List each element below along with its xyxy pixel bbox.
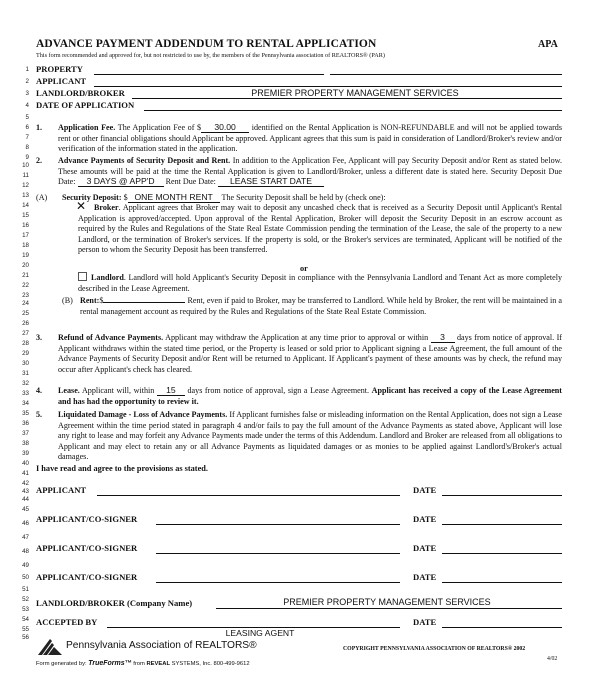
landlord-company-value: PREMIER PROPERTY MANAGEMENT SERVICES bbox=[283, 597, 491, 607]
cosigner-3-date-label: DATE bbox=[413, 572, 437, 582]
line-number: 11 bbox=[22, 172, 29, 179]
line-number: 12 bbox=[22, 182, 29, 189]
line-number: 50 bbox=[22, 574, 29, 581]
line-number: 27 bbox=[22, 330, 29, 337]
landlord-company-field[interactable] bbox=[216, 608, 562, 609]
section-a-text-a: $ bbox=[121, 193, 128, 202]
line-number: 51 bbox=[22, 586, 29, 593]
rent-amount-field[interactable] bbox=[103, 302, 185, 303]
line-number: 3 bbox=[25, 90, 29, 97]
application-fee-field[interactable]: 30.00 bbox=[201, 123, 249, 133]
section-4-text-b: days from notice of approval, sign a Lease Agreement. bbox=[184, 386, 372, 395]
section-a-heading: Security Deposit: bbox=[62, 193, 122, 202]
section-4-heading: Lease. bbox=[58, 386, 80, 395]
cosigner-2-date-field[interactable] bbox=[442, 553, 562, 554]
line-number: 5 bbox=[25, 114, 29, 121]
line-number: 20 bbox=[22, 262, 29, 269]
line-number: 44 bbox=[22, 496, 29, 503]
section-b-heading: Rent: bbox=[80, 296, 100, 305]
cosigner-3-signature-field[interactable] bbox=[156, 582, 400, 583]
line-number: 46 bbox=[22, 520, 29, 527]
section-2-number: 2. bbox=[36, 156, 43, 165]
section-5-paragraph bbox=[58, 410, 562, 463]
cosigner-2-date-label: DATE bbox=[413, 543, 437, 553]
landlord-broker-value: PREMIER PROPERTY MANAGEMENT SERVICES bbox=[251, 88, 459, 98]
line-number: 49 bbox=[22, 562, 29, 569]
line-number: 52 bbox=[22, 596, 29, 603]
line-number: 26 bbox=[22, 320, 29, 327]
section-a-text-b: The Security Deposit shall be held by (check one): bbox=[219, 193, 386, 202]
line-number: 4 bbox=[25, 102, 29, 109]
revision-date: 4/02 bbox=[547, 656, 558, 662]
accepted-by-value: LEASING AGENT bbox=[225, 628, 295, 638]
broker-option-heading: Broker bbox=[94, 203, 119, 212]
line-number: 6 bbox=[25, 124, 29, 131]
reveal-brand: REVEAL bbox=[146, 661, 170, 667]
line-number: 53 bbox=[22, 606, 29, 613]
line-number: 8 bbox=[25, 144, 29, 151]
section-5-heading: Liquidated Damage - Loss of Advance Payments. bbox=[58, 410, 228, 419]
section-3-text-a: Applicant may withdraw the Application at any time prior to approval or within bbox=[163, 333, 431, 342]
line-number: 28 bbox=[22, 340, 29, 347]
rent-due-date-field[interactable]: LEASE START DATE bbox=[218, 177, 324, 187]
broker-option-paragraph bbox=[78, 203, 562, 256]
section-4-text-a: Applicant will, within bbox=[79, 386, 157, 395]
form-generated-by bbox=[36, 660, 250, 667]
section-b-text-b: Rent, even if paid to Broker, may be transferred to Landlord. While held by Broker, the rent will be maintained in a rental management account as required by the Rules and Regulations of the State Real Estate Commission. bbox=[80, 296, 562, 316]
line-number: 1 bbox=[25, 66, 29, 73]
withdraw-days-field[interactable]: 3 bbox=[431, 333, 455, 343]
cosigner-2-signature-field[interactable] bbox=[156, 553, 400, 554]
cosigner-2-signature-label: APPLICANT/CO-SIGNER bbox=[36, 543, 138, 553]
line-number: 9 bbox=[25, 154, 29, 161]
line-number: 36 bbox=[22, 420, 29, 427]
landlord-option-heading: Landlord bbox=[91, 273, 124, 282]
landlord-option-paragraph bbox=[78, 272, 562, 294]
line-number: 39 bbox=[22, 450, 29, 457]
generated-by-label: Form generated by: bbox=[36, 661, 89, 667]
line-number: 13 bbox=[22, 192, 29, 199]
line-number: 19 bbox=[22, 252, 29, 259]
realtors-association-logo-icon bbox=[36, 637, 64, 657]
section-b-text-a: $ bbox=[99, 296, 104, 305]
application-date-label: DATE OF APPLICATION bbox=[36, 100, 135, 110]
line-number: 54 bbox=[22, 616, 29, 623]
section-1-text-b: identified on the Rental Application is NON-REFUNDABLE and will not be applied towards rent or other financial obligations should Applicant be approved. Applicant agrees that this sum is paid in consideration of Landlord/Broker's review and/or verification of the information stated in the application. bbox=[58, 123, 563, 154]
applicant-signature-field[interactable] bbox=[97, 495, 400, 496]
section-3-number: 3. bbox=[36, 333, 43, 342]
line-number: 30 bbox=[22, 360, 29, 367]
security-deposit-amount-field[interactable]: ONE MONTH RENT bbox=[128, 193, 220, 203]
line-number: 41 bbox=[22, 470, 29, 477]
cosigner-1-date-field[interactable] bbox=[442, 524, 562, 525]
line-number: 2 bbox=[25, 78, 29, 85]
line-number: 29 bbox=[22, 350, 29, 357]
section-5-number: 5. bbox=[36, 410, 43, 419]
line-number: 24 bbox=[22, 300, 29, 307]
line-number: 15 bbox=[22, 212, 29, 219]
line-number: 35 bbox=[22, 410, 29, 417]
section-4-number: 4. bbox=[36, 386, 43, 395]
copyright-notice: COPYRIGHT PENNSYLVANIA ASSOCIATION OF REALTORS® 2002 bbox=[343, 646, 526, 652]
line-number: 40 bbox=[22, 460, 29, 467]
section-5-text: If Applicant furnishes false or misleading information on the Rental Application, does not sign a Lease Agreement within the time period stated in paragraph 4 and/or fails to pay the full amount of the Advance Payments as stated above, Applicant will lose any right to lease and may forfeit any Advance Payments made under the terms of this Addendum. Landlord and Broker are released from all obligations to Applicant and may elect to retain any or all Advance Payments as liquidated damages or as monies to be applied against Landlord's/Broker's actual damages. bbox=[58, 410, 563, 462]
cosigner-3-date-field[interactable] bbox=[442, 582, 562, 583]
line-number: 23 bbox=[22, 292, 29, 299]
lease-sign-days-field[interactable]: 15 bbox=[157, 386, 185, 396]
applicant-field[interactable] bbox=[94, 86, 562, 87]
line-number: 21 bbox=[22, 272, 29, 279]
cosigner-1-date-label: DATE bbox=[413, 514, 437, 524]
section-b-label: (B) bbox=[62, 296, 73, 305]
section-b-paragraph bbox=[80, 296, 562, 317]
section-4-paragraph bbox=[58, 386, 562, 407]
form-title: ADVANCE PAYMENT ADDENDUM TO RENTAL APPLICATION bbox=[36, 38, 377, 50]
line-number: 56 bbox=[22, 634, 29, 641]
line-number: 47 bbox=[22, 534, 29, 541]
or-separator: or bbox=[300, 264, 308, 273]
line-number: 17 bbox=[22, 232, 29, 239]
section-1-paragraph bbox=[58, 123, 562, 155]
line-number: 25 bbox=[22, 310, 29, 317]
accepted-date-field[interactable] bbox=[442, 627, 562, 628]
trueforms-brand: TrueForms™ bbox=[88, 660, 132, 667]
line-number: 14 bbox=[22, 202, 29, 209]
section-2-paragraph bbox=[58, 156, 562, 188]
property-field-extended[interactable] bbox=[330, 74, 562, 75]
applicant-date-field[interactable] bbox=[442, 495, 562, 496]
applicant-signature-label: APPLICANT bbox=[36, 485, 87, 495]
section-2-text-b: Rent Due Date: bbox=[163, 177, 218, 187]
landlord-broker-field[interactable] bbox=[132, 98, 562, 99]
section-2-heading: Advance Payments of Security Deposit and Rent. bbox=[58, 156, 231, 165]
line-number: 33 bbox=[22, 390, 29, 397]
line-number: 38 bbox=[22, 440, 29, 447]
line-number: 31 bbox=[22, 370, 29, 377]
accepted-date-label: DATE bbox=[413, 617, 437, 627]
section-3-text-b: days from notice of approval. If Applicant withdraws within the stated time period, or the Property is leased or sold prior to Applicant signing a Lease Agreement, the full amount of the Advance Payments of Security Deposit and/or Rent will be returned to Applicant. If Applicant's payment of these amounts was by check, the refund may occur after Applicant's check has cleared. bbox=[58, 333, 563, 374]
section-a-paragraph bbox=[62, 193, 562, 204]
line-number: 32 bbox=[22, 380, 29, 387]
form-subtitle: This form recommended and approved for, but not restricted to use by, the members of the Pennsylvania association of REALTORS® (PAR) bbox=[36, 52, 385, 59]
line-number: 22 bbox=[22, 282, 29, 289]
line-number: 43 bbox=[22, 488, 29, 495]
section-3-heading: Refund of Advance Payments. bbox=[58, 333, 164, 342]
applicant-date-label: DATE bbox=[413, 485, 437, 495]
line-number: 37 bbox=[22, 430, 29, 437]
generated-from-label: from bbox=[131, 661, 147, 667]
accepted-by-label: ACCEPTED BY bbox=[36, 617, 98, 627]
reveal-systems-contact: SYSTEMS, Inc. 800-499-9612 bbox=[169, 661, 250, 667]
section-4-bold-tail: Applicant has received a copy of the Lease Agreement and has had the opportunity to review it. bbox=[58, 386, 562, 406]
cosigner-1-signature-field[interactable] bbox=[156, 524, 400, 525]
form-code: APA bbox=[538, 39, 558, 50]
section-3-paragraph bbox=[58, 333, 562, 375]
application-date-field[interactable] bbox=[144, 110, 562, 111]
agreement-statement: I have read and agree to the provisions as stated. bbox=[36, 464, 208, 473]
landlord-company-label: LANDLORD/BROKER (Company Name) bbox=[36, 598, 193, 608]
landlord-option-text: . Landlord will hold Applicant's Security Deposit in compliance with the Pennsylvania Landlord and Tenant Act as more completely described in the Lease Agreement. bbox=[78, 273, 562, 293]
line-number: 7 bbox=[25, 134, 29, 141]
landlord-checkbox[interactable] bbox=[78, 272, 87, 281]
section-1-text-a: The Application Fee of $ bbox=[115, 123, 202, 132]
line-number: 34 bbox=[22, 400, 29, 407]
section-2-text-a: In addition to the Application Fee, Applicant will pay Security Deposit and/or Rent as stated below. These amounts will be paid at the time the Rental Application is given to Landlord/Broker, unless a different date is stated here. Security Deposit Due Date: bbox=[58, 156, 562, 187]
property-field[interactable] bbox=[94, 74, 324, 75]
broker-option-text: . Applicant agrees that Broker may wait to deposit any uncashed check that is received as a Security Deposit until Applicant's Rental Application is approved/accepted. Upon approval of the Rental Application, Broker will deposit the Security Deposit in an escrow account as required by the Rules and Regulations of the State Real Estate Commission pending the termination of the Lease, the sale of the property to a new Landlord, or the termination of Broker's services. If the property is sold, or the Broker's services are terminated, Applicant will be notified of the person to whom the Security Deposit has been transferred. bbox=[78, 203, 562, 255]
cosigner-1-signature-label: APPLICANT/CO-SIGNER bbox=[36, 514, 138, 524]
security-deposit-due-date-field[interactable]: 3 DAYS @ APP'D bbox=[78, 177, 164, 187]
landlord-broker-label: LANDLORD/BROKER bbox=[36, 88, 125, 98]
line-number: 48 bbox=[22, 548, 29, 555]
applicant-label: APPLICANT bbox=[36, 76, 87, 86]
section-1-heading: Application Fee. bbox=[58, 123, 116, 132]
cosigner-3-signature-label: APPLICANT/CO-SIGNER bbox=[36, 572, 138, 582]
line-number: 16 bbox=[22, 222, 29, 229]
association-name: Pennsylvania Association of REALTORS® bbox=[66, 640, 257, 651]
line-number: 42 bbox=[22, 480, 29, 487]
line-number: 55 bbox=[22, 626, 29, 633]
line-number: 18 bbox=[22, 242, 29, 249]
broker-checkbox-mark[interactable]: ✕ bbox=[76, 199, 87, 213]
line-number: 10 bbox=[22, 162, 29, 169]
line-number: 45 bbox=[22, 506, 29, 513]
section-1-number: 1. bbox=[36, 123, 43, 132]
property-label: PROPERTY bbox=[36, 64, 83, 74]
section-a-label: (A) bbox=[36, 193, 48, 202]
